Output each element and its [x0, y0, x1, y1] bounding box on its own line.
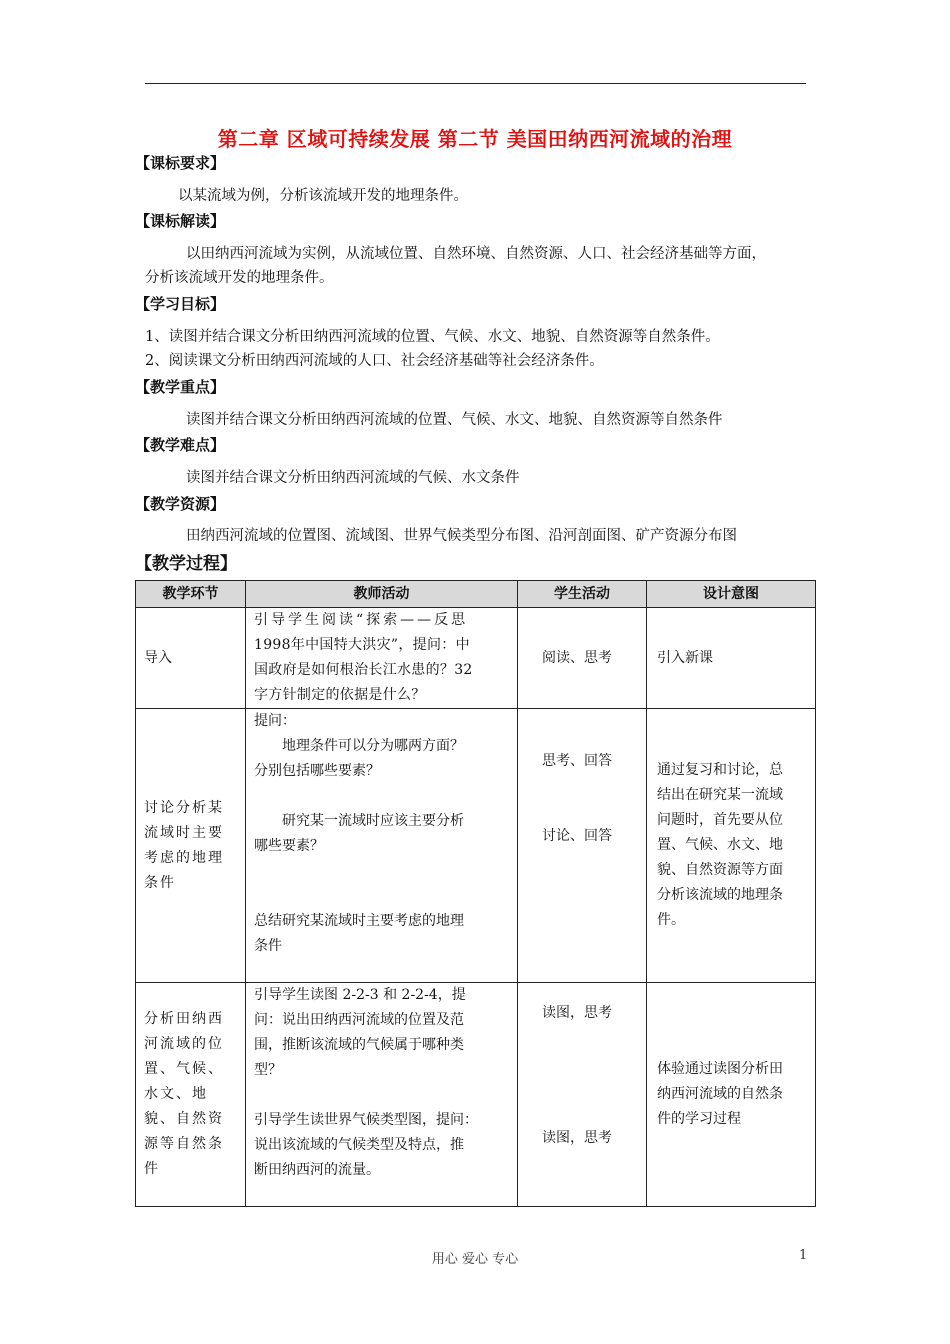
teacher-line: 研究某一流域时应该主要分析: [282, 813, 464, 829]
student-text: 阅读、思考: [542, 649, 612, 666]
stage-text: 讨论分析某流域时主要考虑的地理条件: [144, 799, 224, 891]
teacher-line: 哪些要素？: [254, 838, 324, 854]
section-heading-difficulties: 【教学难点】: [135, 436, 226, 454]
objective-item-1: 1、读图并结合课文分析田纳西河流域的位置、气候、水文、地貌、自然资源等自然条件。: [145, 329, 720, 345]
teacher-line: 型？: [254, 1062, 282, 1078]
intent-line: 件。: [657, 912, 685, 928]
intent-line: 体验通过读图分析田: [657, 1061, 783, 1077]
teacher-line: 断田纳西河的流量。: [254, 1162, 380, 1178]
teacher-line: 引导学生读图 2-2-3 和 2-2-4，提: [254, 987, 466, 1003]
teaching-process-table: [135, 580, 816, 1207]
intent-line: 结出在研究某一流域: [657, 787, 783, 803]
stage-cell: [136, 608, 246, 709]
student-text: 读图，思考: [542, 1005, 612, 1021]
teacher-line: 引导学生读世界气候类型图，提问：: [254, 1112, 478, 1128]
stage-text: 分析田纳西河流域的位置、气候、水文、地貌、自然资源等自然条件: [144, 1011, 224, 1177]
teacher-line: 围，推断该流域的气候属于哪种类: [254, 1037, 464, 1053]
stage-text: 导入: [144, 649, 172, 666]
intent-line: 分析该流域的地理条: [657, 887, 783, 903]
student-text: 读图，思考: [542, 1130, 612, 1146]
intent-line: 问题时，首先要从位: [657, 812, 783, 828]
intent-line: 通过复习和讨论，总: [657, 762, 783, 778]
student-text: 讨论、回答: [542, 828, 612, 844]
teacher-line: 地理条件可以分为哪两方面？: [282, 738, 464, 754]
teacher-line: 引导学生阅读“探索——反思: [254, 612, 469, 628]
student-cell: [518, 983, 647, 1207]
teacher-line: 说出该流域的气候类型及特点，推: [254, 1137, 464, 1153]
objective-item-2: 2、阅读课文分析田纳西河流域的人口、社会经济基础等社会经济条件。: [145, 353, 604, 369]
column-header-teacher: 教师活动: [246, 581, 518, 608]
section-heading-key-points: 【教学重点】: [135, 378, 226, 396]
header-rule: [145, 83, 806, 84]
section-text-difficulties: 读图并结合课文分析田纳西河流域的气候、水文条件: [186, 470, 520, 486]
section-text-resources: 田纳西河流域的位置图、流域图、世界气候类型分布图、沿河剖面图、矿产资源分布图: [186, 528, 737, 544]
section-heading-interpretation: 【课标解读】: [135, 212, 226, 230]
teacher-cell: [246, 709, 518, 983]
section-heading-objectives: 【学习目标】: [135, 295, 226, 313]
teacher-line: [254, 1083, 509, 1108]
table-row: [136, 983, 816, 1207]
teacher-line: 1998年中国特大洪灾”，提问：中: [254, 637, 470, 653]
section-text-interpretation-1: 以田纳西河流域为实例，从流域位置、自然环境、自然资源、人口、社会经济基础等方面，: [186, 246, 766, 262]
section-heading-standard: 【课标要求】: [135, 154, 226, 172]
teacher-line: [254, 784, 509, 809]
section-heading-resources: 【教学资源】: [135, 495, 226, 513]
teacher-line: 分别包括哪些要素？: [254, 763, 380, 779]
stage-cell: [136, 709, 246, 983]
table-row: [136, 608, 816, 709]
student-cell: [518, 709, 647, 983]
intent-line: 貌、自然资源等方面: [657, 862, 783, 878]
intent-cell: [647, 608, 816, 709]
teacher-cell: [246, 608, 518, 709]
teacher-line: 条件: [254, 938, 282, 954]
teacher-line: 问：说出田纳西河流域的位置及范: [254, 1012, 464, 1028]
intent-line: 件的学习过程: [657, 1111, 741, 1127]
page-number: 1: [799, 1248, 808, 1263]
page-title: 第二章 区域可持续发展 第二节 美国田纳西河流域的治理: [217, 127, 733, 151]
teacher-line: 国政府是如何根治长江水患的？32: [254, 662, 473, 678]
column-header-student: 学生活动: [518, 581, 647, 608]
section-text-key-points: 读图并结合课文分析田纳西河流域的位置、气候、水文、地貌、自然资源等自然条件: [186, 412, 723, 428]
intent-text: 引入新课: [657, 649, 713, 666]
column-header-stage: 教学环节: [136, 581, 246, 608]
stage-cell: [136, 983, 246, 1207]
section-text-interpretation-2: 分析该流域开发的地理条件。: [145, 270, 334, 286]
intent-cell: [647, 709, 816, 983]
teacher-line: [254, 884, 509, 909]
teacher-line: 字方针制定的依据是什么？: [254, 687, 426, 703]
intent-line: 置、气候、水文、地: [657, 837, 783, 853]
student-text: 思考、回答: [542, 753, 612, 769]
teacher-line: 总结研究某流域时主要考虑的地理: [254, 913, 464, 929]
table-header-row: [136, 581, 816, 608]
teacher-line: 提问：: [254, 713, 296, 729]
table-row: [136, 709, 816, 983]
intent-cell: [647, 983, 816, 1207]
section-text-standard: 以某流域为例，分析该流域开发的地理条件。: [178, 188, 468, 204]
student-cell: [518, 608, 647, 709]
teacher-line: [254, 859, 509, 884]
section-heading-process: 【教学过程】: [135, 554, 237, 574]
page-footer: 用心 爱心 专心: [431, 1252, 519, 1267]
column-header-intent: 设计意图: [647, 581, 816, 608]
teacher-cell: [246, 983, 518, 1207]
intent-line: 纳西河流域的自然条: [657, 1086, 783, 1102]
